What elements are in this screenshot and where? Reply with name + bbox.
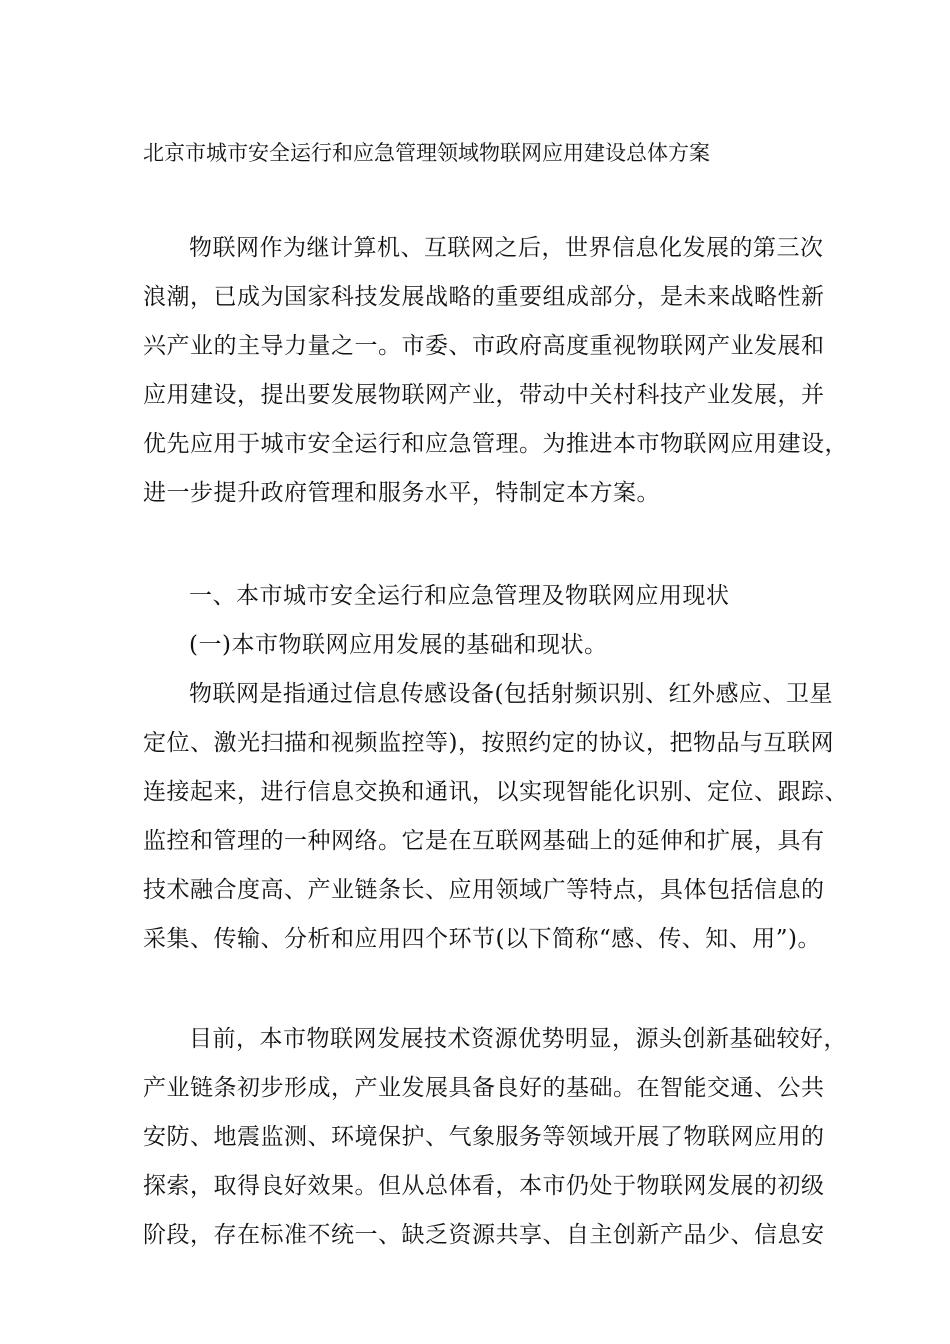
status-paragraph (143, 1015, 847, 1260)
paragraph-line: 阶段，存在标准不统一、缺乏资源共享、自主创新产品少、信息安 (143, 1222, 825, 1248)
document-title: 北京市城市安全运行和应急管理领域物联网应用建设总体方案 (143, 141, 710, 165)
paragraph-line: 物联网是指通过信息传感设备(包括射频识别、红外感应、卫星 (189, 681, 833, 707)
paragraph-line: 安防、地震监测、环境保护、气象服务等领域开展了物联网应用的 (143, 1124, 825, 1150)
section-heading: 一、本市城市安全运行和应急管理及物联网应用现状 (189, 583, 730, 609)
paragraph-line: 采集、传输、分析和应用四个环节(以下简称“感、传、知、用”)。 (143, 926, 821, 952)
paragraph-line: 物联网作为继计算机、互联网之后，世界信息化发展的第三次 (189, 235, 824, 261)
intro-paragraph (143, 224, 848, 518)
paragraph-line: 进一步提升政府管理和服务水平，特制定本方案。 (143, 480, 660, 506)
definition-paragraph (143, 670, 848, 964)
paragraph-line: 探索，取得良好效果。但从总体看，本市仍处于物联网发展的初级 (143, 1173, 825, 1199)
paragraph-line: 连接起来，进行信息交换和通讯，以实现智能化识别、定位、跟踪、 (143, 779, 848, 805)
paragraph-line: 目前，本市物联网发展技术资源优势明显，源头创新基础较好， (189, 1026, 847, 1052)
paragraph-line: 产业链条初步形成，产业发展具备良好的基础。在智能交通、公共 (143, 1075, 825, 1101)
paragraph-line: 应用建设，提出要发展物联网产业，带动中关村科技产业发展，并 (143, 382, 825, 408)
subsection-heading: (一)本市物联网应用发展的基础和现状。 (189, 632, 608, 658)
paragraph-line: 定位、激光扫描和视频监控等)，按照约定的协议，把物品与互联网 (143, 730, 834, 756)
paragraph-line: 优先应用于城市安全运行和应急管理。为推进本市物联网应用建设， (143, 431, 848, 457)
paragraph-line: 监控和管理的一种网络。它是在互联网基础上的延伸和扩展，具有 (143, 828, 825, 854)
paragraph-line: 兴产业的主导力量之一。市委、市政府高度重视物联网产业发展和 (143, 333, 825, 359)
section-headings (143, 572, 823, 670)
paragraph-line: 浪潮，已成为国家科技发展战略的重要组成部分，是未来战略性新 (143, 284, 825, 310)
paragraph-line: 技术融合度高、产业链条长、应用领域广等特点，具体包括信息的 (143, 877, 825, 903)
